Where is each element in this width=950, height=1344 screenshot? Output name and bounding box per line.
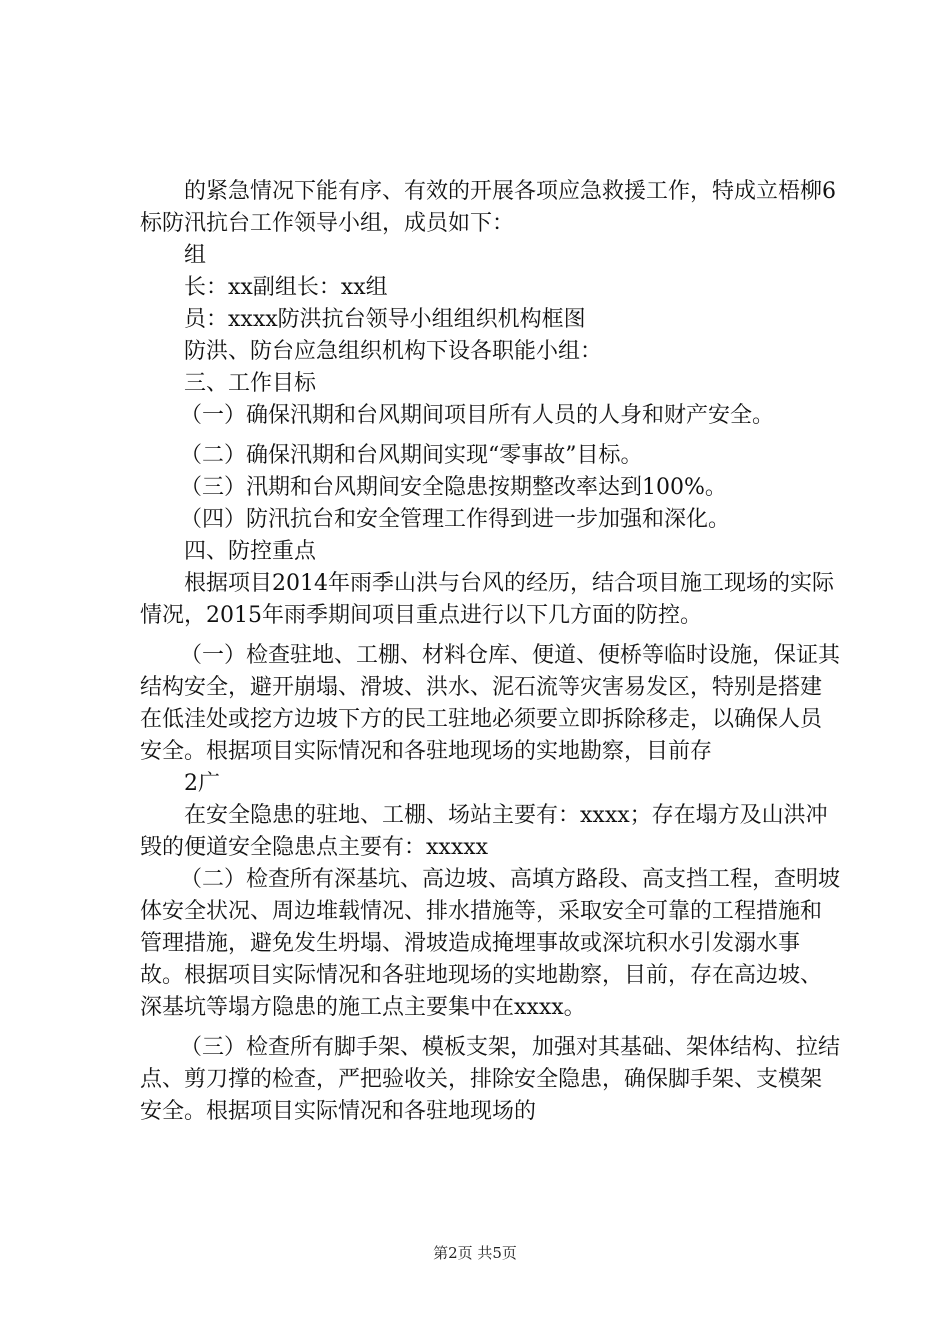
goal-item-1: （一）确保汛期和台风期间项目所有人员的人身和财产安全。 (180, 403, 775, 428)
focus-item-3: （三）检查所有脚手架、模板支架，加强对其基础、架体结构、拉结点、剪刀撑的检查，严把验收关，排除安全隐患，确保脚手架、支模架安全。根据项目实际情况和各驻地现场的 (140, 1035, 841, 1124)
paragraph-intro: 的紧急情况下能有序、有效的开展各项应急救援工作，特成立梧柳6标防汛抗台工作领导小组，成员如下： (140, 179, 836, 236)
paragraph-member-line: 员：xxxx防洪抗台领导小组组织机构框图 (184, 307, 586, 332)
paragraph-focus-intro: 根据项目2014年雨季山洪与台风的经历，结合项目施工现场的实际情况，2015年雨季期间项目重点进行以下几方面的防控。 (140, 571, 834, 628)
goal-item-4: （四）防汛抗台和安全管理工作得到进一步加强和深化。 (180, 507, 731, 532)
heading-prevention-focus: 四、防控重点 (184, 539, 317, 564)
paragraph-group-label: 组 (184, 243, 207, 268)
goal-item-3: （三）汛期和台风期间安全隐患按期整改率达到100%。 (180, 475, 727, 500)
focus-item-1: （一）检查驻地、工棚、材料仓库、便道、便桥等临时设施，保证其结构安全，避开崩塌、滑坡、洪水、泥石流等灾害易发区，特别是搭建在低洼处或挖方边坡下方的民工驻地必须要立即拆除移走，以确保人员安全。根据项目实际情况和各驻地现场的实地勘察，目前存 (140, 643, 841, 764)
goal-item-2: （二）确保汛期和台风期间实现“零事故”目标。 (180, 443, 643, 468)
paragraph-subgroups: 防洪、防台应急组织机构下设各职能小组： (184, 339, 603, 364)
page-number-footer: 第2页 共5页 (433, 1244, 517, 1262)
document-body (140, 176, 840, 1128)
paragraph-hazard-sites: 在安全隐患的驻地、工棚、场站主要有：xxxx；存在塌方及山洪冲毁的便道安全隐患点主要有：xxxxx (140, 803, 828, 860)
paragraph-stray-mark: 2广 (184, 771, 220, 796)
paragraph-leader-line: 长：xx副组长：xx组 (184, 275, 388, 300)
heading-work-goals: 三、工作目标 (184, 371, 317, 396)
focus-item-2: （二）检查所有深基坑、高边坡、高填方路段、高支挡工程，查明坡体安全状况、周边堆载情况、排水措施等，采取安全可靠的工程措施和管理措施，避免发生坍塌、滑坡造成掩埋事故或深坑积水引发溺水事故。根据项目实际情况和各驻地现场的实地勘察，目前，存在高边坡、深基坑等塌方隐患的施工点主要集中在xxxx。 (140, 867, 841, 1020)
